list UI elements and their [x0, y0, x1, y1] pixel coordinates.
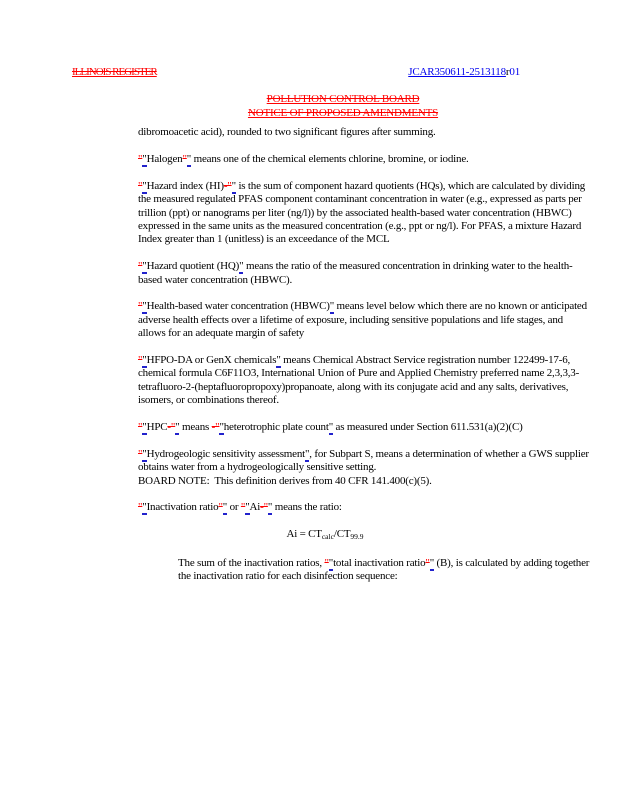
inserted-quote-mark: "	[276, 354, 281, 367]
text-run: means level below which there are no known or anticipated adverse health effects over a lifetime of exposure, including sensitive populations and life stages, and allows for an adequate margin of safety	[138, 300, 587, 340]
deleted-quote-mark: "	[138, 354, 143, 367]
inserted-quote-mark: "	[142, 354, 147, 367]
text-run: BOARD NOTE: This definition derives from 40 CFR 141.400(c)(5).	[138, 474, 432, 487]
inserted-quote-mark: "	[222, 501, 228, 514]
definition-hazard-index	[138, 180, 590, 247]
definition-hfpo-da	[138, 354, 590, 408]
inserted-quote-mark: "	[328, 421, 333, 434]
text-run: or	[227, 501, 241, 514]
deleted-quote-mark: "	[138, 300, 143, 313]
inserted-quote-mark: "	[142, 447, 147, 460]
text-run: total inactivation ratio	[333, 557, 426, 570]
inactivation-formula	[138, 528, 512, 543]
text-run: means	[179, 421, 212, 434]
deleted-quote-mark: "	[138, 421, 143, 434]
deleted-quote-mark: "	[182, 153, 187, 166]
inserted-quote-mark: "	[267, 501, 273, 514]
register-title: ILLINOIS REGISTER	[72, 66, 157, 78]
board-title: POLLUTION CONTROL BOARD	[266, 93, 420, 106]
text-run: means the ratio:	[272, 501, 342, 514]
deleted-quote-mark: -"	[260, 501, 268, 514]
inserted-quote-mark: "	[429, 557, 434, 570]
page-header	[72, 66, 590, 79]
definition-inactivation-ratio	[138, 501, 590, 514]
inactivation-sum-note	[178, 557, 590, 584]
text-run: as measured under Section 611.531(a)(2)(C)	[333, 421, 523, 434]
inserted-quote-mark: "	[142, 153, 147, 166]
inserted-quote-mark: "	[142, 300, 147, 313]
inserted-quote-mark: "	[231, 179, 236, 192]
text-run: heterotrophic plate count	[223, 421, 329, 434]
text-run: Halogen	[146, 153, 183, 166]
deleted-quote-mark: "	[138, 501, 143, 514]
deleted-quote-mark: -"	[223, 179, 232, 192]
text-run: Ai = CT	[286, 528, 322, 541]
deleted-quote-mark: "	[138, 153, 143, 166]
deleted-quote-mark: -"	[211, 421, 220, 434]
text-run: HFPO-DA or GenX chemicals	[146, 354, 277, 367]
text-run: HPC	[146, 421, 168, 434]
continuation-text	[138, 126, 590, 139]
definition-hydrogeologic-sensitivity	[138, 448, 590, 488]
inserted-quote-mark: "	[142, 501, 147, 514]
definition-hpc	[138, 421, 590, 434]
text-run: , for Subpart S, means a determination of whether a GWS supplier obtains water from a hydrogeologically sensitive setting.	[138, 447, 589, 474]
inserted-quote-mark: "	[175, 421, 180, 434]
text-run: The sum of the inactivation ratios,	[178, 557, 325, 570]
text-run: Hazard quotient (HQ)	[146, 260, 240, 273]
text-run: dibromoacetic acid), rounded to two significant figures after summing.	[138, 126, 436, 139]
text-run: is the sum of component hazard quotients (HQs), which are calculated by dividing the measured regulated PFAS component contaminant concentration in water (e.g., expressed as parts per trillion (ppt) or nanograms per liter (ng/l)) by the associated health-based water concentration (HBWC) expressed in the same units as the measured concentration (e.g., ppt or ng/l). For PFAS, a mixture Hazard Index greater than 1 (unitless) is an exceedance of the MCL	[138, 179, 586, 246]
deleted-quote-mark: "	[138, 447, 143, 460]
notice-title: NOTICE OF PROPOSED AMENDMENTS	[247, 106, 439, 119]
text-run: means Chemical Abstract Service registration number 122499-17-6, chemical formula C6F11O3, International Union of Pure and Applied Chemistry preferred name 2,3,3,3-tetrafluoro-2-(heptafluoropropoxy)propanoate, along with its conjugate acid and any salts, derivatives, isomers, or combinations thereof.	[138, 354, 580, 407]
deleted-quote-mark: "	[138, 179, 143, 192]
inserted-quote-mark: "	[142, 179, 147, 192]
text-run: /CT	[333, 528, 351, 541]
inserted-quote-mark: "	[328, 557, 334, 570]
text-run: means the ratio of the measured concentration in drinking water to the health-based water concentration (HBWC).	[138, 260, 573, 286]
formula-subscript: 99.9	[350, 532, 364, 542]
jcar-suffix-r: r	[505, 66, 510, 78]
definition-hbwc	[138, 300, 590, 340]
deleted-quote-mark: "	[138, 260, 143, 273]
text-run: Hydrogeologic sensitivity assessment	[146, 447, 305, 460]
jcar-suffix-num: 01	[509, 66, 520, 78]
inserted-quote-mark: "	[186, 153, 192, 166]
inserted-quote-mark: "	[245, 501, 250, 514]
definition-halogen	[138, 153, 590, 166]
inserted-quote-mark: "	[142, 421, 147, 434]
text-run: means one of the chemical elements chlorine, bromine, or iodine.	[191, 153, 469, 166]
document-titles	[84, 93, 602, 120]
deleted-quote-mark: -"	[167, 421, 176, 434]
text-run: Inactivation ratio	[146, 501, 219, 514]
text-run: Hazard index (HI)	[146, 179, 224, 192]
definition-hazard-quotient	[138, 260, 590, 287]
inserted-quote-mark: "	[219, 421, 224, 434]
document-body	[138, 126, 590, 584]
text-run: (B), is calculated by adding together the inactivation ratio for each disinfection sequence:	[178, 557, 590, 583]
inserted-quote-mark: "	[305, 447, 310, 460]
formula-subscript: calc	[321, 532, 334, 542]
text-run: Ai	[249, 501, 261, 514]
deleted-quote-mark: "	[240, 501, 246, 514]
jcar-number	[408, 66, 520, 79]
inserted-quote-mark: "	[329, 300, 334, 313]
jcar-link[interactable]: JCAR350611-2513118	[408, 66, 506, 78]
deleted-quote-mark: "	[425, 557, 430, 570]
inserted-quote-mark: "	[142, 260, 147, 273]
deleted-quote-mark: "	[324, 557, 329, 570]
deleted-quote-mark: "	[218, 501, 223, 514]
inserted-quote-mark: "	[239, 260, 244, 273]
text-run: Health-based water concentration (HBWC)	[146, 300, 330, 313]
